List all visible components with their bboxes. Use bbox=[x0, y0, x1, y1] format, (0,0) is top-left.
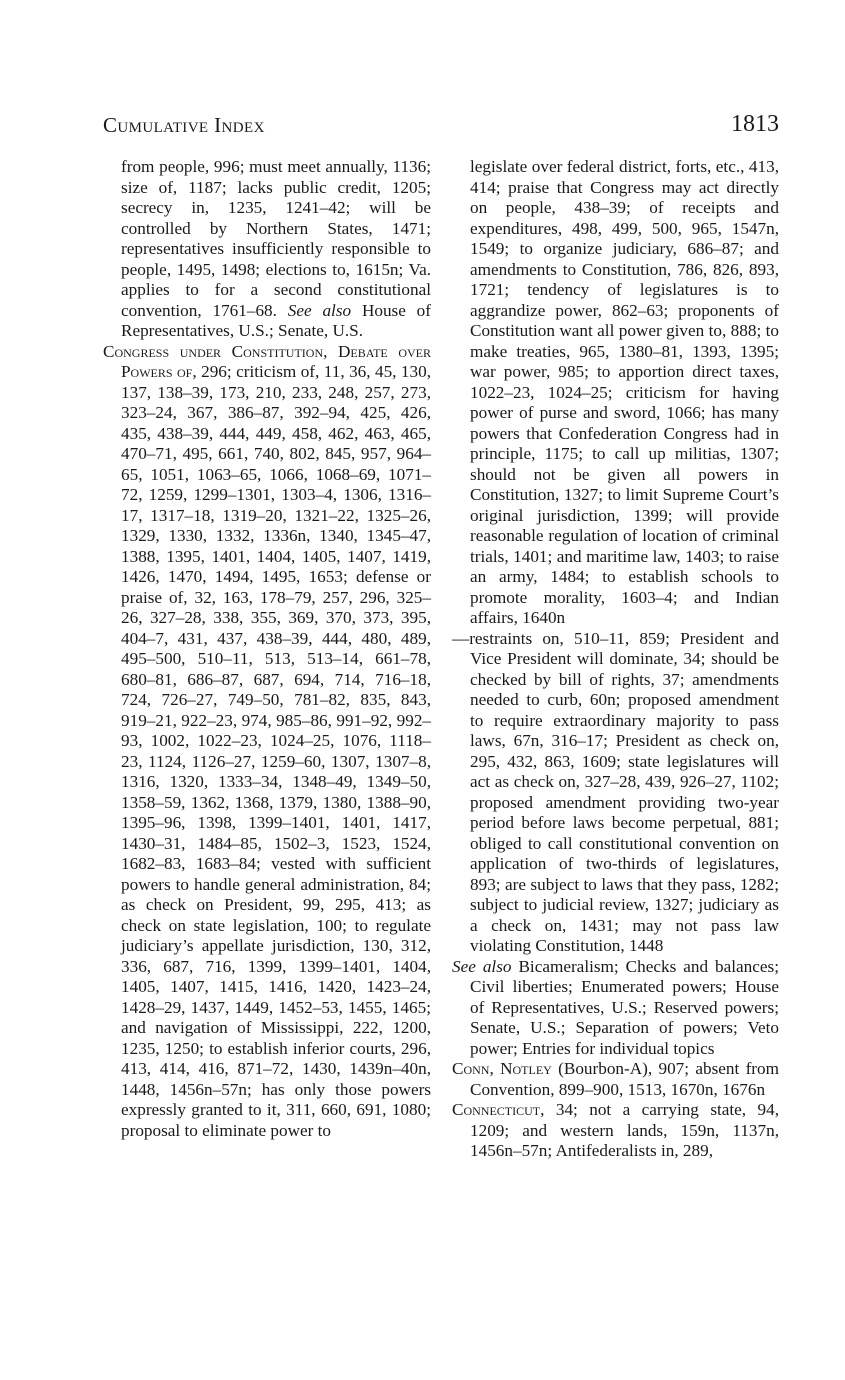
see-also-entry bbox=[452, 957, 779, 1060]
right-column bbox=[452, 157, 779, 1162]
entry-body: (Bourbon-A), 907; absent from Convention, 899–900, 1513, 1670n, 1676n bbox=[470, 1059, 779, 1099]
index-entry-connecticut bbox=[452, 1100, 779, 1162]
see-also-text: House of Representatives, U.S.; Senate, U.S. bbox=[121, 300, 431, 340]
continued-entry-text: from people, 996; must meet annually, 1136; size of, 1187; lacks public credit, 1205; secrecy in, 1235, 1241–42; will be controlled by Northern States, 1471; representatives insufficiently responsible to people, 1495, 1498; elections to, 1615n; Va. applies to for a second constitutional convention, 1761–68. bbox=[121, 157, 431, 320]
index-entry-congress-powers bbox=[103, 342, 431, 1142]
entry-heading: Connecticut, bbox=[452, 1100, 545, 1119]
entry-body: 34; not a carrying state, 94, 1209; and western lands, 159n, 1137n, 1456n–57n; Antifederalists in, 289, bbox=[470, 1100, 780, 1160]
running-head: Cumulative Index bbox=[103, 113, 265, 137]
see-also-text: Bicameralism; Checks and balances; Civil liberties; Enumerated powers; House of Representatives, U.S.; Reserved powers; Senate, U.S.; Separation of powers; Veto power; Entries for individual topics bbox=[470, 956, 779, 1058]
page-number: 1813 bbox=[731, 111, 779, 137]
entry-body: 296; criticism of, 11, 36, 45, 130, 137, 138–39, 173, 210, 233, 248, 257, 273, 323–24, 367, 386–87, 392–94, 425, 426, 435, 438–39, 444, 449, 458, 462, 463, 465, 470–71, 495, 661, 740, 802, 845, 957, 964–65, 1051, 1063–65, 1066, 1068–69, 1071–72, 1259, 1299–1301, 1303–4, 1306, 1316–17, 1317–18, 1319–20, 1321–22, 1325–26, 1329, 1330, 1332, 1336n, 1340, 1345–47, 1388, 1395, 1401, 1404, 1405, 1407, 1419, 1426, 1470, 1494, 1495, 1653; defense or praise of, 32, 163, 178–79, 257, 296, 325–26, 327–28, 338, 355, 369, 370, 373, 395, 404–7, 431, 437, 438–39, 444, 480, 489, 495–500, 510–11, 513, 513–14, 661–78, 680–81, 686–87, 687, 694, 714, 716–18, 724, 726–27, 749–50, 781–82, 835, 843, 919–21, 922–23, 974, 985–86, 991–92, 992–93, 1002, 1022–23, 1024–25, 1076, 1118–23, 1124, 1126–27, 1259–60, 1307, 1307–8, 1316, 1320, 1333–34, 1348–49, 1349–50, 1358–59, 1362, 1368, 1379, 1380, 1388–90, 1395–96, 1398, 1399–1401, 1401, 1417, 1430–31, 1484–85, 1502–3, 1523, 1524, 1682–83, 1683–84; vested with sufficient powers to handle general administration, 84; as check on President, 99, 295, 413; as check on state legislation, 100; to regulate judiciary’s appellate jurisdiction, 130, 312, 336, 687, 716, 1399, 1399–1401, 1404, 1405, 1407, 1415, 1416, 1420, 1423–24, 1428–29, 1437, 1449, 1452–53, 1455, 1465; and navigation of Mississippi, 222, 1200, 1235, 1250; to establish inferior courts, 296, 413, 414, 416, 871–72, 1430, 1439n–40n, 1448, 1456n–57n; has only those powers expressly granted to it, 311, 660, 691, 1080; proposal to eliminate power to bbox=[121, 362, 432, 1140]
subentry-restraints bbox=[452, 629, 779, 957]
entry-heading: Conn, Notley bbox=[452, 1059, 552, 1078]
see-also-label: See also bbox=[287, 300, 352, 320]
entry-heading: Congress under Constitution, Debate over Powers of, bbox=[103, 341, 431, 381]
continued-entry-text: legislate over federal district, forts, etc., 413, 414; praise that Congress may act directly on people, 438–39; of receipts and expenditures, 498, 499, 500, 965, 1547n, 1549; to organize judiciary, 686–87; and amendments to Constitution, 786, 826, 893, 1721; tendency of legislatures is to aggrandize power, 862–63; proponents of Constitution want all power given to, 888; to make treaties, 965, 1380–81, 1393, 1395; war power, 985; to apportion direct taxes, 1022–23, 1024–25; criticism for having power of purse and sword, 1066; has many powers that Confederation Congress had in principle, 1175; to call up militias, 1307; should not be given all powers in Constitution, 1327; to limit Supreme Court’s original jurisdiction, 1399; will provide reasonable regulation of location of criminal trials, 1401; and maritime law, 1403; to raise an army, 1484; to establish schools to promote morality, 1603–4; and Indian affairs, 1640n bbox=[470, 157, 779, 627]
index-entry-conn-notley bbox=[452, 1059, 779, 1100]
page-header bbox=[103, 113, 779, 143]
left-column bbox=[103, 157, 431, 1141]
continued-entry bbox=[452, 157, 779, 629]
see-also-label: See also bbox=[452, 956, 512, 976]
continued-entry bbox=[103, 157, 431, 342]
subentry-text: —restraints on, 510–11, 859; President and Vice President will dominate, 34; should be checked by bill of rights, 37; amendments needed to curb, 60n; proposed amendment to require extraordinary majority to pass laws, 67n, 316–17; President as check on, 295, 432, 863, 1609; state legislatures will act as check on, 327–28, 439, 926–27, 1102; proposed amendment providing two-year period before laws become perpetual, 881; obliged to call constitutional convention on application of two-thirds of legislatures, 893; are subject to laws that they pass, 1282; subject to judicial review, 1327; judiciary as a check on, 1431; may not pass law violating Constitution, 1448 bbox=[452, 628, 779, 955]
